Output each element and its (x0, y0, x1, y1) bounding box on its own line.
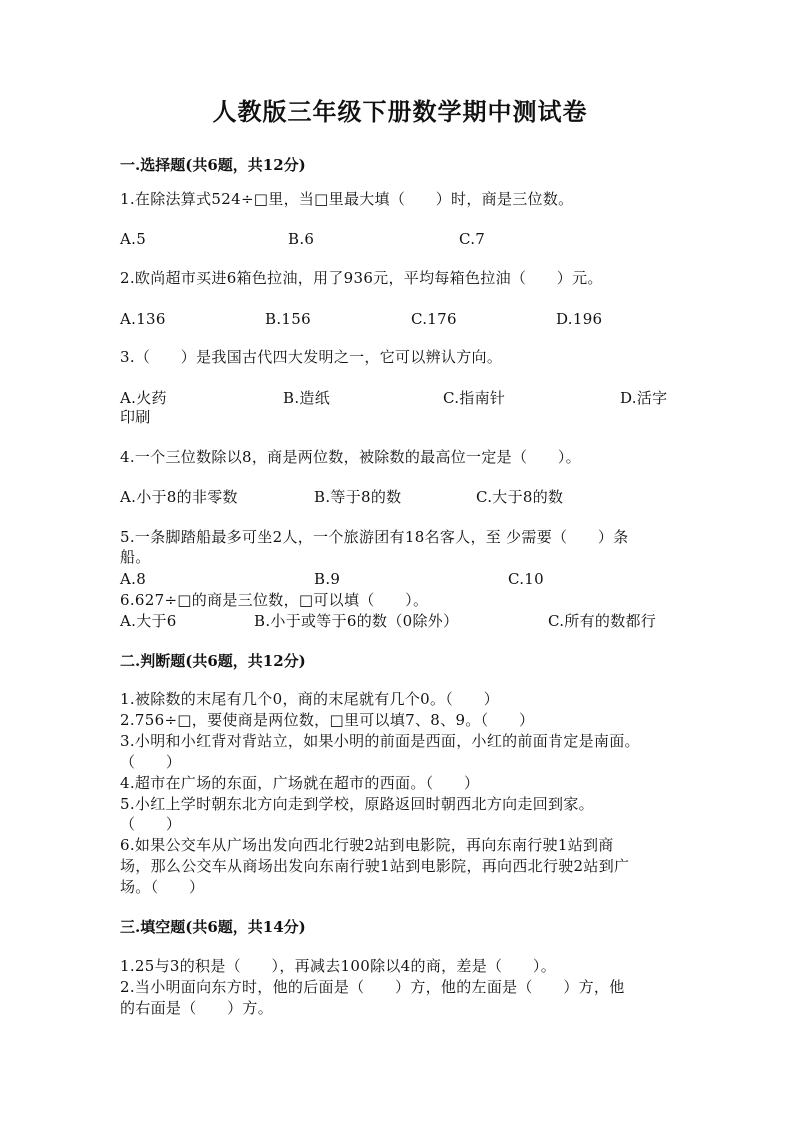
fill-in-line: 的右面是（ ）方。 (120, 999, 274, 1017)
statement-line: 1.被除数的末尾有几个0，商的末尾就有几个0。（ ） (120, 690, 500, 708)
question-stem: 1.在除法算式524÷□里，当□里最大填（ ）时，商是三位数。 (120, 190, 574, 208)
section-heading-choice: 一.选择题(共6题，共12分) (120, 156, 306, 174)
option-a: A.大于6 (120, 612, 177, 630)
option-a: A.火药 (120, 389, 167, 407)
option-c: C.10 (508, 570, 544, 588)
option-c: C.指南针 (443, 389, 506, 407)
statement-line: 2.756÷□，要使商是两位数，□里可以填7、8、9。（ ） (120, 711, 535, 729)
option-b: B.造纸 (283, 389, 330, 407)
option-b: B.6 (288, 230, 315, 248)
option-c: C.176 (411, 310, 457, 328)
option-c: C.所有的数都行 (548, 612, 657, 630)
question-stem: 4.一个三位数除以8，商是两位数，被除数的最高位一定是（ ）。 (120, 448, 581, 466)
statement-line: 场，那么公交车从商场出发向东南行驶1站到电影院，再向西北行驶2站到广 (120, 857, 630, 875)
option-d: D.活字 (620, 389, 668, 407)
option-a: A.小于8的非零数 (120, 488, 238, 506)
statement-line: 5.小红上学时朝东北方向走到学校，原路返回时朝西北方向走回到家。 (120, 795, 594, 813)
fill-in-line: 1.25与3的积是（ ），再减去100除以4的商，差是（ ）。 (120, 957, 557, 975)
statement-line: 场。（ ） (120, 878, 205, 896)
option-c: C.大于8的数 (476, 488, 564, 506)
section-heading-fill-in: 三.填空题(共6题，共14分) (120, 918, 306, 936)
option-a: A.5 (120, 230, 147, 248)
option-b: B.小于或等于6的数（0除外） (254, 612, 459, 630)
option-d-wrap: 印刷 (120, 408, 151, 426)
option-a: A.136 (120, 310, 166, 328)
option-b: B.等于8的数 (314, 488, 402, 506)
question-stem: 3.（ ）是我国古代四大发明之一，它可以辨认方向。 (120, 348, 503, 366)
statement-line: （ ） (120, 753, 182, 771)
option-b: B.9 (314, 570, 341, 588)
section-heading-judgement: 二.判断题(共6题，共12分) (120, 652, 306, 670)
fill-in-line: 2.当小明面向东方时，他的后面是（ ）方，他的左面是（ ）方，他 (120, 978, 625, 996)
page-title: 人教版三年级下册数学期中测试卷 (212, 97, 588, 126)
option-d: D.196 (556, 310, 603, 328)
question-stem: 5.一条脚踏船最多可坐2人，一个旅游团有18名客人，至 少需要（ ）条 (120, 528, 629, 546)
statement-line: 6.如果公交车从广场出发向西北行驶2站到电影院，再向东南行驶1站到商 (120, 836, 614, 854)
statement-line: 4.超市在广场的东面，广场就在超市的西面。（ ） (120, 774, 480, 792)
option-b: B.156 (265, 310, 311, 328)
option-a: A.8 (120, 570, 147, 588)
option-c: C.7 (459, 230, 486, 248)
question-stem: 2.欧尚超市买进6箱色拉油，用了936元，平均每箱色拉油（ ）元。 (120, 269, 603, 287)
question-stem-wrap: 船。 (120, 548, 151, 566)
statement-line: 3.小明和小红背对背站立，如果小明的前面是西面，小红的前面肯定是南面。 (120, 732, 640, 750)
statement-line: （ ） (120, 815, 182, 833)
question-stem: 6.627÷□的商是三位数，□可以填（ ）。 (120, 591, 429, 609)
